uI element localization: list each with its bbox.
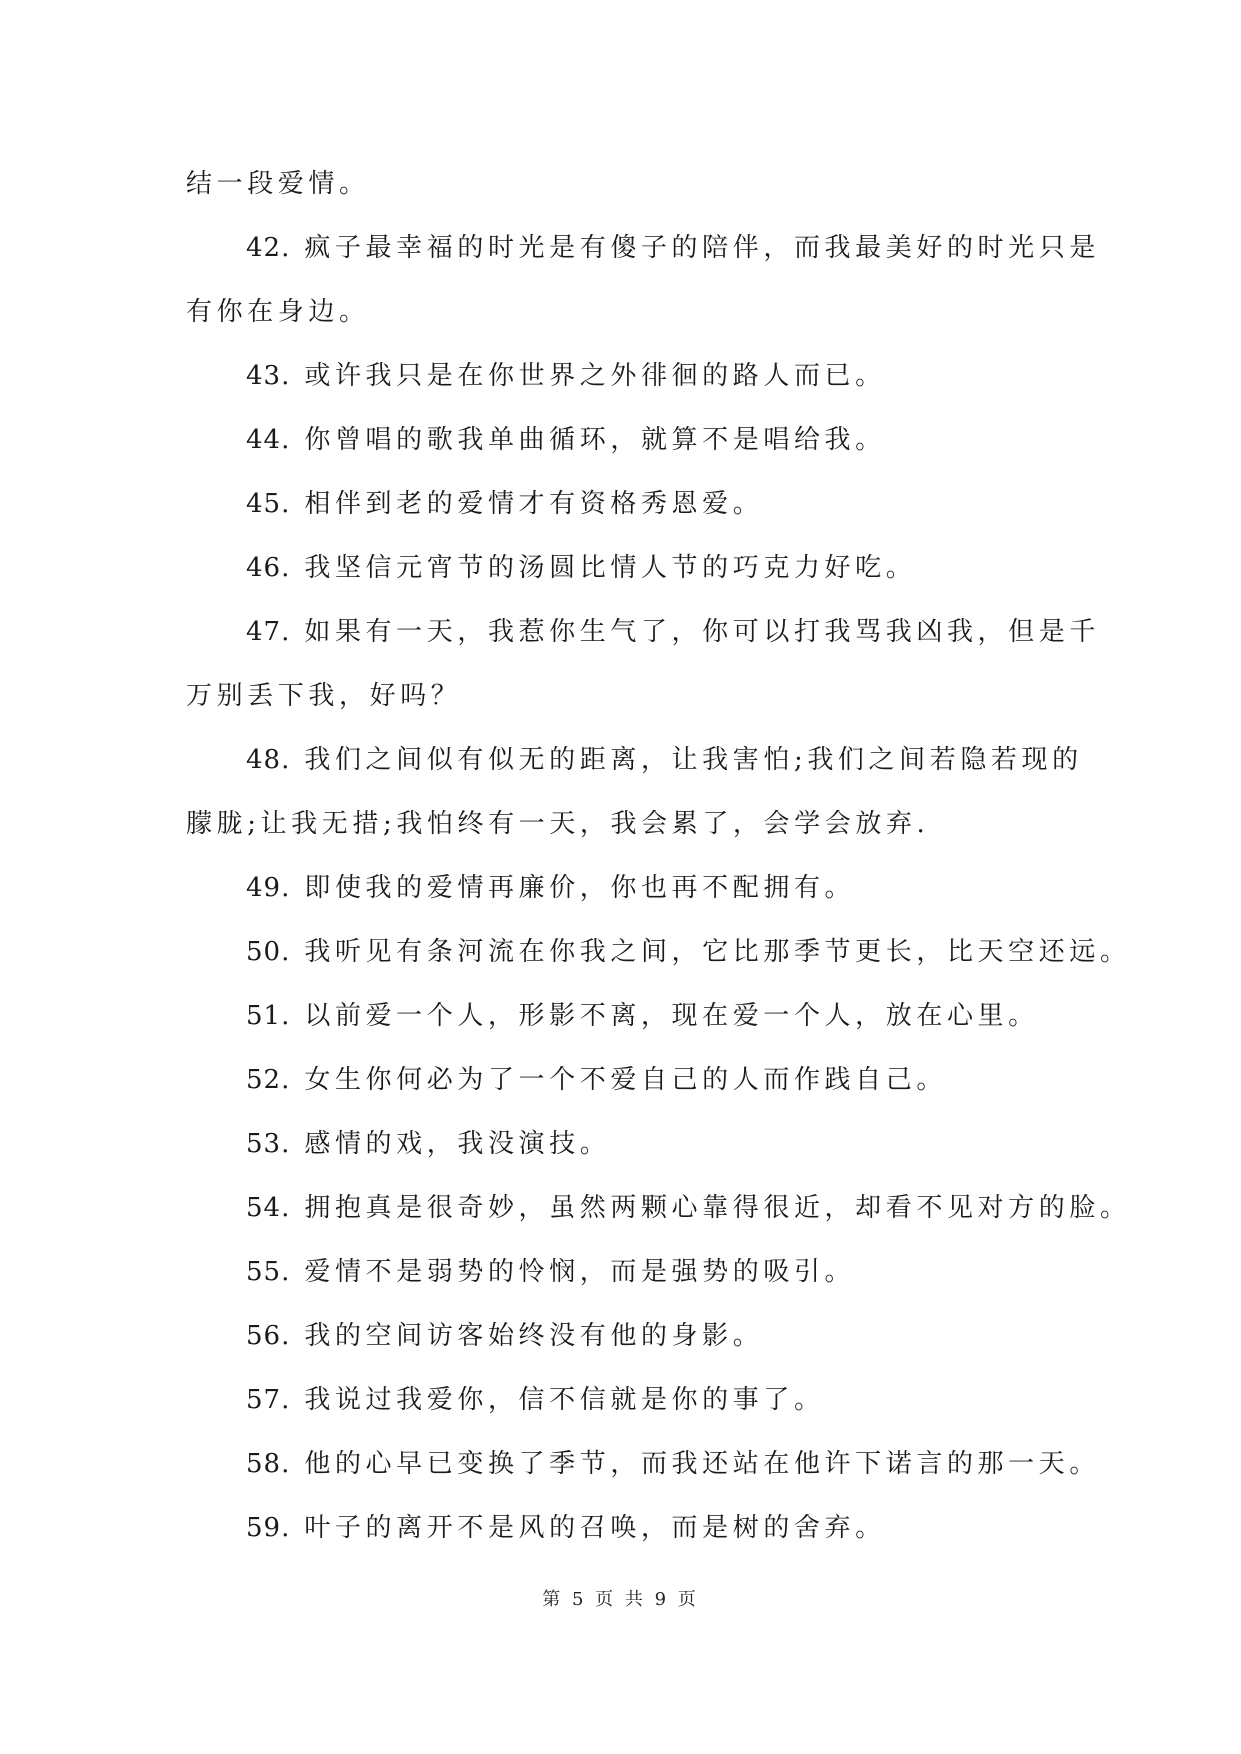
item-number: 59. <box>246 1513 291 1543</box>
item-text: 即使我的爱情再廉价，你也再不配拥有。 <box>304 873 856 903</box>
list-item <box>186 864 1066 928</box>
item-number: 43. <box>246 361 291 391</box>
item-text: 叶子的离开不是风的召唤，而是树的舍弃。 <box>304 1513 886 1543</box>
item-number: 52. <box>246 1065 291 1095</box>
page-footer <box>0 1585 1241 1611</box>
list-item <box>186 1440 1100 1504</box>
item-text: 如果有一天，我惹你生气了，你可以打我骂我凶我，但是千 <box>304 617 1100 647</box>
list-item <box>186 544 1066 608</box>
item-text: 我的空间访客始终没有他的身影。 <box>304 1321 764 1351</box>
item-text: 我说过我爱你，信不信就是你的事了。 <box>304 1385 825 1415</box>
list-item <box>186 736 1083 800</box>
item-text: 我们之间似有似无的距离，让我害怕;我们之间若隐若现的 <box>304 745 1083 775</box>
item-text: 他的心早已变换了季节，而我还站在他许下诺言的那一天。 <box>304 1449 1100 1479</box>
item-text: 疯子最幸福的时光是有傻子的陪伴，而我最美好的时光只是 <box>304 233 1100 263</box>
list-item <box>186 1248 1066 1312</box>
item-text: 感情的戏，我没演技。 <box>304 1129 611 1159</box>
item-number: 49. <box>246 873 291 903</box>
item-number: 44. <box>246 425 291 455</box>
item-number: 48. <box>246 745 291 775</box>
line-text: 朦胧;让我无措;我怕终有一天，我会累了，会学会放弃. <box>186 809 930 839</box>
item-number: 58. <box>246 1449 291 1479</box>
list-item <box>186 1184 1131 1248</box>
item-text: 我坚信元宵节的汤圆比情人节的巧克力好吃。 <box>304 553 917 583</box>
list-item <box>186 992 1066 1056</box>
paragraph-line <box>186 672 1066 736</box>
list-item <box>186 1056 1066 1120</box>
item-number: 45. <box>246 489 291 519</box>
item-number: 47. <box>246 617 291 647</box>
item-text: 女生你何必为了一个不爱自己的人而作践自己。 <box>304 1065 947 1095</box>
page-body <box>186 160 1131 1568</box>
list-item <box>186 224 1100 288</box>
item-text: 我听见有条河流在你我之间，它比那季节更长，比天空还远。 <box>304 937 1131 967</box>
item-number: 55. <box>246 1257 291 1287</box>
line-text: 万别丢下我，好吗？ <box>186 681 462 711</box>
line-text: 有你在身边。 <box>186 297 370 327</box>
item-number: 54. <box>246 1193 291 1223</box>
list-item <box>186 1504 1066 1568</box>
page-number: 第 5 页 共 9 页 <box>542 1589 699 1610</box>
item-text: 相伴到老的爱情才有资格秀恩爱。 <box>304 489 764 519</box>
paragraph-line <box>186 160 1066 224</box>
item-number: 46. <box>246 553 291 583</box>
list-item <box>186 928 1131 992</box>
item-text: 拥抱真是很奇妙，虽然两颗心靠得很近，却看不见对方的脸。 <box>304 1193 1131 1223</box>
list-item <box>186 1120 1066 1184</box>
item-text: 你曾唱的歌我单曲循环，就算不是唱给我。 <box>304 425 886 455</box>
list-item <box>186 1312 1066 1376</box>
list-item <box>186 1376 1066 1440</box>
item-number: 53. <box>246 1129 291 1159</box>
line-text: 结一段爱情。 <box>186 169 370 199</box>
list-item <box>186 608 1100 672</box>
list-item <box>186 480 1066 544</box>
list-item <box>186 352 1066 416</box>
item-number: 57. <box>246 1385 291 1415</box>
item-text: 爱情不是弱势的怜悯，而是强势的吸引。 <box>304 1257 856 1287</box>
item-number: 51. <box>246 1001 291 1031</box>
item-number: 50. <box>246 937 291 967</box>
paragraph-line <box>186 800 1066 864</box>
item-text: 以前爱一个人，形影不离，现在爱一个人，放在心里。 <box>304 1001 1039 1031</box>
item-number: 42. <box>246 233 291 263</box>
list-item <box>186 416 1066 480</box>
item-text: 或许我只是在你世界之外徘徊的路人而已。 <box>304 361 886 391</box>
item-number: 56. <box>246 1321 291 1351</box>
paragraph-line <box>186 288 1066 352</box>
